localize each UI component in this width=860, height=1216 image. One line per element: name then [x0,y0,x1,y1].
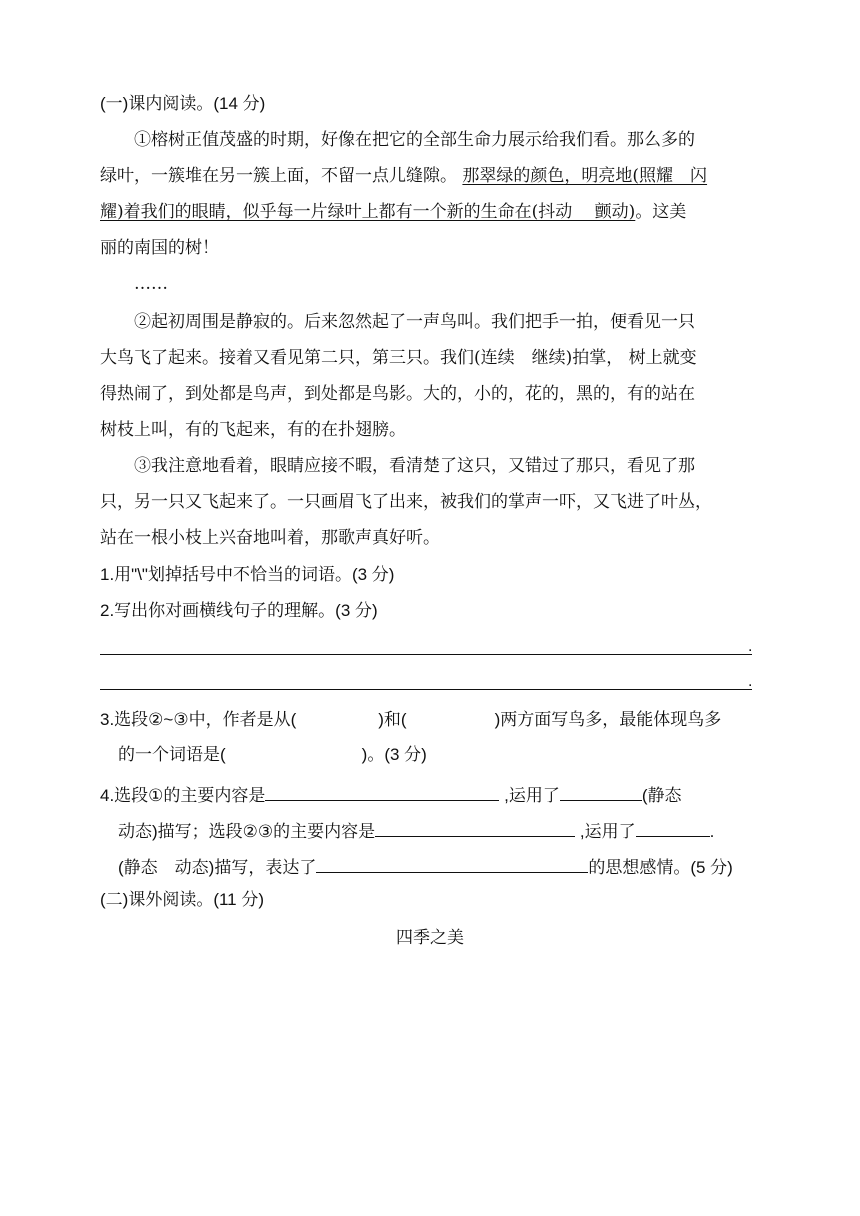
q3-text-a: 3.选段②~③中，作者是从( [100,710,297,729]
question-2: 2.写出你对画横线句子的理解。(3 分) [100,601,378,620]
p1-line-2 [100,164,764,188]
q4-text-c: (静态 [641,786,682,805]
question-4-line-3 [118,852,764,880]
p2-line-3: 得热闹了，到处都是鸟声，到处都是鸟影。大的，小的，花的，黑的，有的站在 [100,384,695,404]
question-1: 1.用"\"划掉括号中不恰当的词语。(3 分) [100,565,395,584]
p1-line-4: 丽的南国的树！ [100,238,219,258]
p1-line-3 [100,200,764,224]
p3-line-1: ③我注意地看着，眼睛应接不暇，看清楚了这只，又错过了那只，看见了那 [134,456,695,476]
underlined-sentence-part-1: 那翠绿的颜色，明亮地(照耀 闪 [462,166,708,186]
p2-line-1: ②起初周围是静寂的。后来忽然起了一声鸟叫。我们把手一拍，便看见一只 [134,312,695,332]
article-title: 四季之美 [396,928,464,947]
q4-text-g: (静态 动态)描写，表达了 [118,858,317,877]
q4-blank-4[interactable] [636,816,710,837]
q4-blank-3[interactable] [375,816,575,837]
p3-line-3: 站在一根小枝上兴奋地叫着，那歌声真好听。 [100,528,440,548]
question-4-line-1 [100,780,764,808]
q4-text-e: ,运用了 [579,822,636,841]
p2-line-4: 树枝上叫，有的飞起来，有的在扑翅膀。 [100,420,406,440]
q3-text-d: 的一个词语是( [118,745,226,764]
p3-line-2: 只，另一只又飞起来了。一只画眉飞了出来，被我们的掌声一吓，又飞进了叶丛， [100,492,712,512]
q4-text-b: ,运用了 [504,786,560,805]
q4-blank-5[interactable] [316,852,588,873]
p1-line-2-plain: 绿叶，一簇堆在另一簇上面，不留一点儿缝隙。 [100,166,457,186]
answer-line-2-period: . [748,673,753,690]
question-3-line-2 [118,743,764,767]
section1-title: (一)课内阅读。(14 分) [100,94,266,113]
p1-line-3-tail: 。这美 [635,202,687,222]
q4-text-d: 动态)描写；选段②③的主要内容是 [118,822,376,841]
q4-period: . [709,822,715,841]
underlined-sentence-part-2: 耀)着我们的眼睛，似乎每一片绿叶上都有一个新的生命在(抖动 颤动) [100,202,636,222]
q4-text-a: 4.选段①的主要内容是 [100,786,266,805]
q4-text-h: 的思想感情。(5 分) [588,858,733,877]
q4-blank-1[interactable] [265,780,499,801]
section2-title: (二)课外阅读。(11 分) [100,890,265,909]
q4-blank-2[interactable] [560,780,642,801]
answer-line-1[interactable] [100,654,752,655]
ellipsis: …… [134,274,168,294]
answer-line-2[interactable] [100,689,752,690]
question-3-line-1 [100,708,764,732]
answer-line-1-period: . [748,638,753,655]
q3-text-b: )和( [378,710,407,729]
question-4-line-2 [118,816,764,844]
q3-text-e: )。(3 分) [361,745,427,764]
p1-line-1: ①榕树正值茂盛的时期，好像在把它的全部生命力展示给我们看。那么多的 [134,130,695,150]
p2-line-2: 大鸟飞了起来。接着又看见第二只，第三只。我们(连续 继续)拍掌， 树上就变 [100,348,697,368]
q3-text-c: )两方面写鸟多，最能体现鸟多 [494,710,722,729]
